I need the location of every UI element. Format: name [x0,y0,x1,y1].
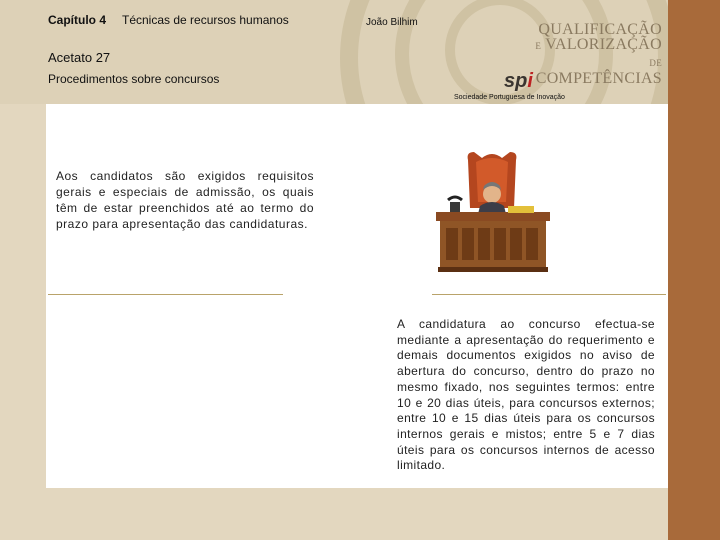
chapter-title: Técnicas de recursos humanos [122,13,289,27]
divider-left [48,294,283,295]
paragraph-application: A candidatura ao concurso efectua-se mediante a apresentação do requerimento e demais documentos exigidos no aviso de abertura do concurso, dentro do prazo no mesmo fixado, nos seguintes termos: entre 10 e 20 dias úteis, para concursos externos; entre 10 e 15 dias úteis para os concursos internos gerais e mistos; entre 5 e 7 dias úteis para os concursos internos de acesso limitado. [397,317,655,473]
chapter-label: Capítulo 4 [48,13,107,27]
program-logo [530,22,662,86]
logo-line-3: COMPETÊNCIAS [535,70,662,87]
slide-number: Acetato 27 [48,50,111,65]
logo-prefix-2: E [535,41,542,51]
author-name: João Bilhim [366,17,418,28]
logo-line-1: QUALIFICAÇÃO [538,21,662,38]
paragraph-requirements: Aos candidatos são exigidos requisitos gerais e especiais de admissão, os quais têm de estar preenchidos até ao termo do prazo para apresentação das candidaturas. [56,169,314,231]
accent-sidebar [668,0,720,540]
logo-line-2: VALORIZAÇÃO [545,36,662,53]
spi-logo: spi [504,70,533,92]
executive-at-desk-icon [430,148,555,274]
slide-title: Procedimentos sobre concursos [48,72,220,86]
divider-right [432,294,666,295]
logo-prefix-3: DE [649,58,662,68]
publisher-name: Sociedade Portuguesa de Inovação [454,94,565,101]
